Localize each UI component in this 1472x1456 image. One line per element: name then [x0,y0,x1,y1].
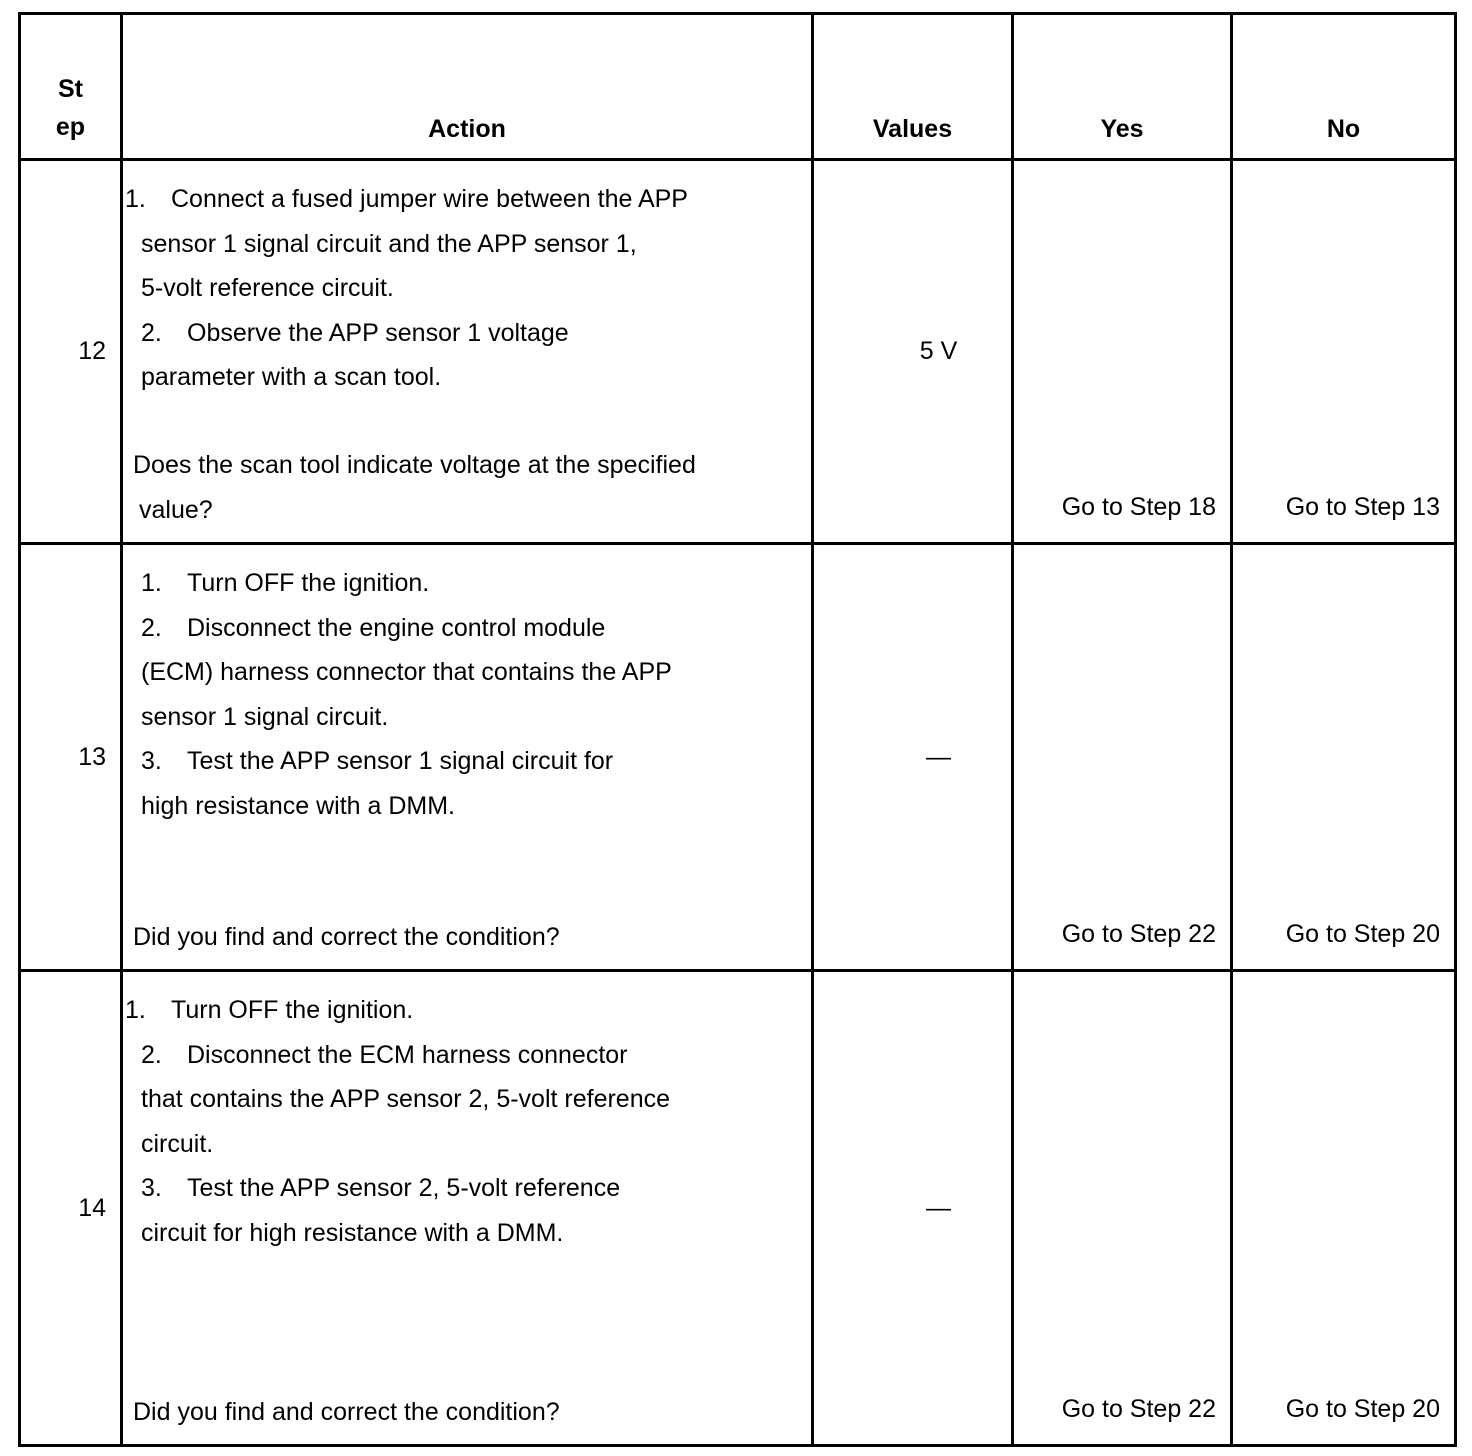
action-text: Disconnect the ECM harness connector [187,1040,628,1069]
table-row [20,544,1456,971]
question-text: value? [139,495,213,524]
action-cell [122,544,813,971]
no-cell [1232,971,1456,1446]
action-text: that contains the APP sensor 2, 5-volt reference [141,1085,671,1113]
header-step-line1: St [58,75,83,103]
action-text: 5-volt reference circuit. [141,274,394,302]
question-text: Did you find and correct the condition? [133,922,560,951]
action-text: Disconnect the engine control module [187,613,606,642]
question [133,1390,811,1435]
step-number: 14 [20,971,122,1446]
question [133,443,811,532]
value-cell [813,160,1013,544]
action-text: Observe the APP sensor 1 voltage [187,318,569,347]
header-action: Action [122,14,813,160]
action-text: Turn OFF the ignition. [187,569,430,597]
action-cell [122,971,813,1446]
value-text: — [926,1193,951,1222]
diagnostic-table [18,12,1457,1447]
value-cell [813,971,1013,1446]
action-number: 1. [125,996,146,1024]
yes-cell [1013,971,1232,1446]
value-text: — [926,742,951,771]
question-text: Did you find and correct the condition? [133,1397,560,1426]
no-link: Go to Step 13 [1285,493,1440,521]
action-text: sensor 1 signal circuit. [141,702,389,731]
action-number: 2. [141,613,162,642]
question-text: Does the scan tool indicate voltage at the specified [133,451,696,479]
action-text: (ECM) harness connector that contains the APP [141,658,672,686]
action-text: parameter with a scan tool. [141,363,442,391]
question [133,915,811,960]
no-link: Go to Step 20 [1285,920,1440,948]
yes-cell [1013,160,1232,544]
no-cell [1232,544,1456,971]
action-number: 1. [141,569,162,597]
action-number: 2. [141,318,162,347]
action-text: Test the APP sensor 2, 5-volt reference [187,1174,621,1202]
no-cell [1232,160,1456,544]
header-no: No [1232,14,1456,160]
header-values: Values [813,14,1013,160]
table-row [20,160,1456,544]
step-number: 13 [20,544,122,971]
header-yes: Yes [1013,14,1232,160]
yes-link: Go to Step 22 [1061,920,1216,948]
value-cell [813,544,1013,971]
action-text: circuit. [141,1129,214,1158]
action-number: 1. [125,185,146,213]
header-step-line2: ep [55,113,86,141]
header-row [20,14,1456,160]
yes-link: Go to Step 18 [1061,493,1216,521]
action-number: 3. [141,1174,162,1202]
action-cell [122,160,813,544]
table-row [20,971,1456,1446]
action-text: Turn OFF the ignition. [171,996,414,1024]
action-number: 2. [141,1040,162,1069]
no-link: Go to Step 20 [1285,1395,1440,1423]
value-text: 5 V [919,337,958,365]
action-text: Connect a fused jumper wire between the APP [171,185,688,213]
action-text: sensor 1 signal circuit and the APP sensor 1, [141,229,637,258]
step-number: 12 [20,160,122,544]
yes-link: Go to Step 22 [1061,1395,1216,1423]
yes-cell [1013,544,1232,971]
action-text: Test the APP sensor 1 signal circuit for [187,747,614,775]
action-text: circuit for high resistance with a DMM. [141,1218,564,1247]
header-step [20,14,122,160]
action-text: high resistance with a DMM. [141,791,456,820]
action-number: 3. [141,747,162,775]
